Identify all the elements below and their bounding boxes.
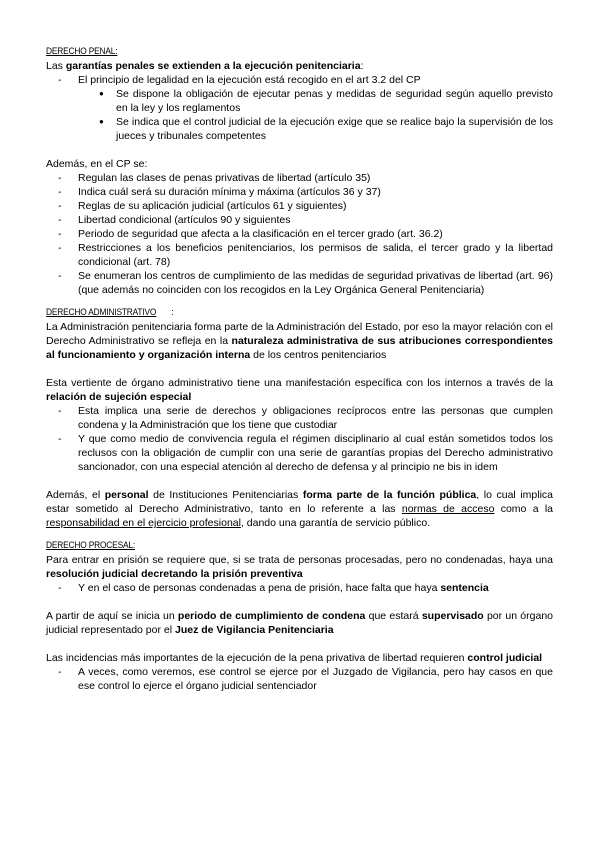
dash-list (46, 73, 553, 143)
document-page (46, 44, 553, 693)
paragraph: Para entrar en prisión se requiere que, si se trata de personas procesadas, pero no condenadas, haya una resolución judicial decretando la prisión preventiva (46, 554, 553, 580)
list-item: - Reglas de su aplicación judicial (artículos 61 y siguientes) (46, 199, 553, 213)
paragraph: Las incidencias más importantes de la ejecución de la pena privativa de libertad requieren control judicial (46, 652, 543, 664)
bullet-list (46, 87, 553, 143)
list-item: - Libertad condicional (artículos 90 y siguientes (46, 213, 553, 227)
list-item: - Y que como medio de convivencia regula el régimen disciplinario al cual están sometidos todos los reclusos con la obligación de cumplir con una serie de garantías propias del Derecho administrativo sancionador, con una especial atención al derecho de defensa y al principio ne bis in idem (46, 432, 553, 474)
dash-list (46, 171, 553, 297)
list-item: - Periodo de seguridad que afecta a la clasificación en el tercer grado (art. 36.2) (46, 227, 553, 241)
list-item: - A veces, como veremos, ese control se ejerce por el Juzgado de Vigilancia, pero hay casos en que ese control lo ejerce el órgano judicial sentenciador (46, 665, 553, 693)
list-item: ● Se indica que el control judicial de la ejecución exige que se realice bajo la supervisión de los jueces y tribunales competentes (46, 115, 553, 143)
section-heading: DERECHO PENAL: (46, 46, 118, 57)
section-heading: DERECHO PROCESAL: (46, 540, 135, 551)
paragraph: Las garantías penales se extienden a la ejecución penitenciaria: (46, 60, 364, 72)
list-item: - Indica cuál será su duración mínima y máxima (artículos 36 y 37) (46, 185, 553, 199)
list-item: - Y en el caso de personas condenadas a pena de prisión, hace falta que haya sentencia (46, 581, 553, 595)
section-derecho-penal (46, 44, 553, 297)
list-item: ● Se dispone la obligación de ejecutar penas y medidas de seguridad según aquello previsto en la ley y los reglamentos (46, 87, 553, 115)
dash-list (46, 581, 553, 595)
section-derecho-procesal (46, 538, 553, 693)
paragraph: Además, en el CP se: (46, 158, 148, 170)
section-derecho-administrativo: DERECHO ADMINISTRATIVO : La Administración penitenciaria forma parte de la Administración del Estado, por eso la mayor relación con el Derecho Administrativo se refleja en la naturaleza administrativa de sus atribuciones correspondientes al funcionamiento y organización interna de los centros penitenciarios Esta vertiente de órgano administrativo tiene una manifestación específica con los internos a través de la relación de sujeción especial - Esta implica una serie de derechos y obligaciones recíprocos entre las personas que cumplen condena y la Administración que los tiene que custodiar - Y que como medio de convivencia regula el régimen disciplinario al cual están sometidos todos los reclusos con la obligación de cumplir con una serie de garantías propias del Derecho administrativo sancionador, con una especial atención al derecho de defensa y al principio ne bis in idem Además, el personal de Instituciones Penitenciarias forma parte de la función pública, lo cual implica estar sometido al Derecho Administrativo, tanto en lo referente a las normas de acceso como a la responsabilidad en el ejercicio profesional, dando una garantía de servicio público. (46, 305, 553, 530)
paragraph: Esta vertiente de órgano administrativo tiene una manifestación específica con los internos a través de la relación de sujeción especial (46, 377, 553, 403)
paragraph: La Administración penitenciaria forma parte de la Administración del Estado, por eso la mayor relación con el Derecho Administrativo se refleja en la naturaleza administrativa de sus atribuciones correspondientes al funcionamiento y organización interna de los centros penitenciarios (46, 321, 553, 361)
dash-list (46, 404, 553, 474)
dash-list (46, 665, 553, 693)
list-item: - Regulan las clases de penas privativas de libertad (artículo 35) (46, 171, 553, 185)
paragraph: Además, el personal de Instituciones Penitenciarias forma parte de la función pública, lo cual implica estar sometido al Derecho Administrativo, tanto en lo referente a las normas de acceso como a la responsabilidad en el ejercicio profesional, dando una garantía de servicio público. (46, 489, 554, 529)
list-item: - Se enumeran los centros de cumplimiento de las medidas de seguridad privativas de libertad (art. 96) (que además no coinciden con los recogidos en la Ley Orgánica General Penitenciaria) (46, 269, 553, 297)
list-item: - El principio de legalidad en la ejecución está recogido en el art 3.2 del CP ● Se dispone la obligación de ejecutar penas y medidas de seguridad según aquello previsto en la ley y los reglamentos ● Se indica que el control judicial de la ejecución exige que se realice bajo la supervisión de los jueces y tribunales competentes (46, 73, 553, 143)
section-heading: DERECHO ADMINISTRATIVO (46, 307, 157, 318)
list-item: - Esta implica una serie de derechos y obligaciones recíprocos entre las personas que cumplen condena y la Administración que los tiene que custodiar (46, 404, 553, 432)
paragraph: A partir de aquí se inicia un periodo de cumplimiento de condena que estará supervisado por un órgano judicial representado por el Juez de Vigilancia Penitenciaria (46, 610, 554, 636)
list-item: - Restricciones a los beneficios penitenciarios, los permisos de salida, el tercer grado y la libertad condicional (art. 78) (46, 241, 553, 269)
